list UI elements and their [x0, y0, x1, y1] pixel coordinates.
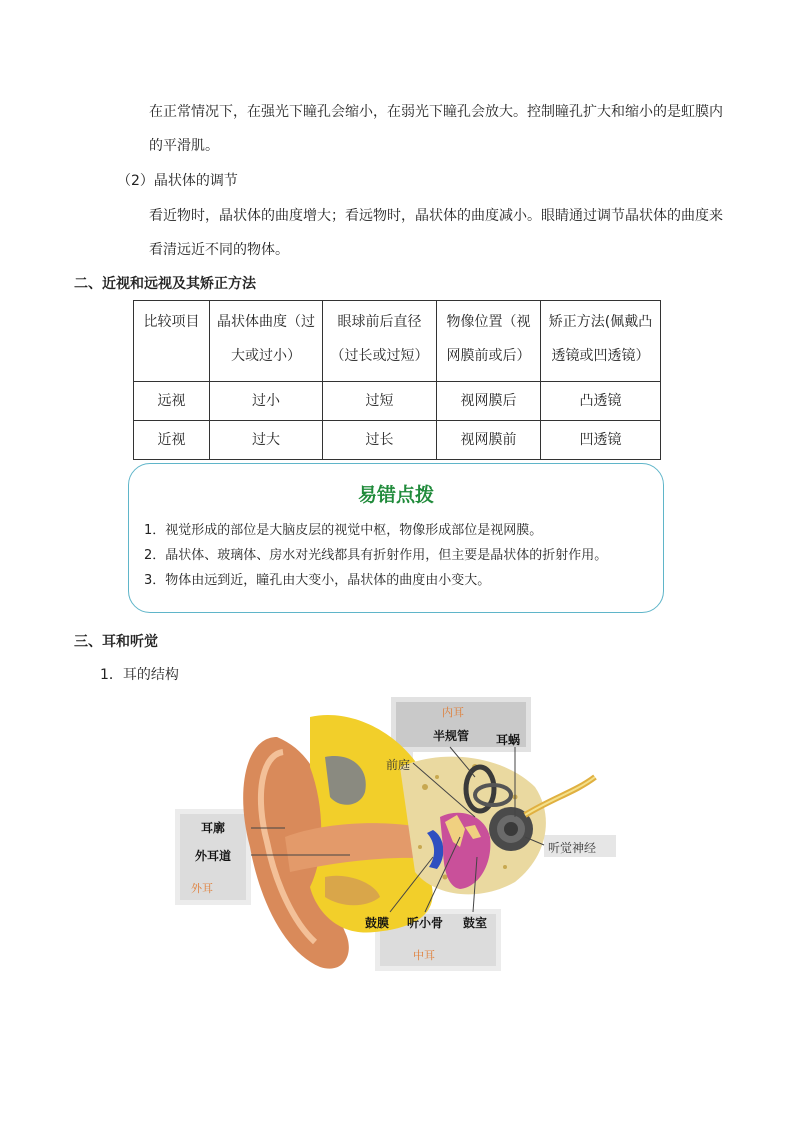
- table-cell: 过长: [323, 421, 437, 460]
- middle-ear-label: 中耳: [413, 949, 435, 962]
- table-header-cell: 晶状体曲度（过 大或过小）: [210, 301, 323, 382]
- tip-box: [128, 463, 664, 613]
- table-cell: 视网膜前: [437, 421, 541, 460]
- ear-canal-label: 外耳道: [195, 849, 232, 863]
- auricle-label: 耳廓: [201, 821, 226, 835]
- lens-subheading: （2）晶状体的调节: [117, 173, 238, 189]
- lens-paragraph-line1: 看近物时，晶状体的曲度增大；看远物时，晶状体的曲度减小。眼睛通过调节晶状体的曲度来: [149, 208, 723, 224]
- ear-illustration: [175, 697, 620, 977]
- pupil-paragraph-line2: 的平滑肌。: [149, 138, 219, 154]
- outer-ear-label: 外耳: [191, 882, 213, 895]
- table-row: [134, 382, 661, 421]
- table-header-cell: 比较项目: [134, 301, 210, 382]
- tip-item: 1．视觉形成的部位是大脑皮层的视觉中枢，物像形成部位是视网膜。: [144, 523, 543, 538]
- section2-title: 二、近视和远视及其矫正方法: [74, 276, 256, 292]
- table-cell: 远视: [134, 382, 210, 421]
- ear-structure-figure: [175, 697, 620, 977]
- table-cell: 凹透镜: [541, 421, 661, 460]
- cochlea-label: 耳蜗: [496, 733, 521, 747]
- myopia-hyperopia-table: [133, 300, 661, 460]
- table-cell: 近视: [134, 421, 210, 460]
- eardrum-label: 鼓膜: [365, 916, 390, 930]
- table-header-cell: 物像位置（视 网膜前或后）: [437, 301, 541, 382]
- inner-ear-label: 内耳: [442, 706, 464, 719]
- tip-title: 易错点拨: [357, 484, 434, 506]
- semicircular-canal-label: 半规管: [433, 729, 470, 743]
- table-cell: 视网膜后: [437, 382, 541, 421]
- table-header-cell: 矫正方法(佩戴凸 透镜或凹透镜）: [541, 301, 661, 382]
- tip-item: 3．物体由远到近，瞳孔由大变小，晶状体的曲度由小变大。: [144, 573, 491, 588]
- table-cell: 凸透镜: [541, 382, 661, 421]
- ossicles-label: 听小骨: [407, 916, 444, 930]
- table-header-row: [134, 301, 661, 382]
- table-cell: 过小: [210, 382, 323, 421]
- table-cell: 过大: [210, 421, 323, 460]
- table-row: [134, 421, 661, 460]
- tympanic-cavity-label: 鼓室: [463, 916, 488, 930]
- section3-title: 三、耳和听觉: [74, 634, 158, 650]
- pupil-paragraph-line1: 在正常情况下，在强光下瞳孔会缩小，在弱光下瞳孔会放大。控制瞳孔扩大和缩小的是虹膜内: [149, 104, 723, 120]
- lens-paragraph-line2: 看清远近不同的物体。: [149, 242, 289, 258]
- table-cell: 过短: [323, 382, 437, 421]
- vestibule-label: 前庭: [386, 758, 411, 772]
- table-header-cell: 眼球前后直径 （过长或过短）: [323, 301, 437, 382]
- tip-item: 2．晶状体、玻璃体、房水对光线都具有折射作用，但主要是晶状体的折射作用。: [144, 548, 608, 563]
- ear-structure-heading: 1．耳的结构: [100, 667, 179, 683]
- auditory-nerve-label: 听觉神经: [548, 841, 597, 855]
